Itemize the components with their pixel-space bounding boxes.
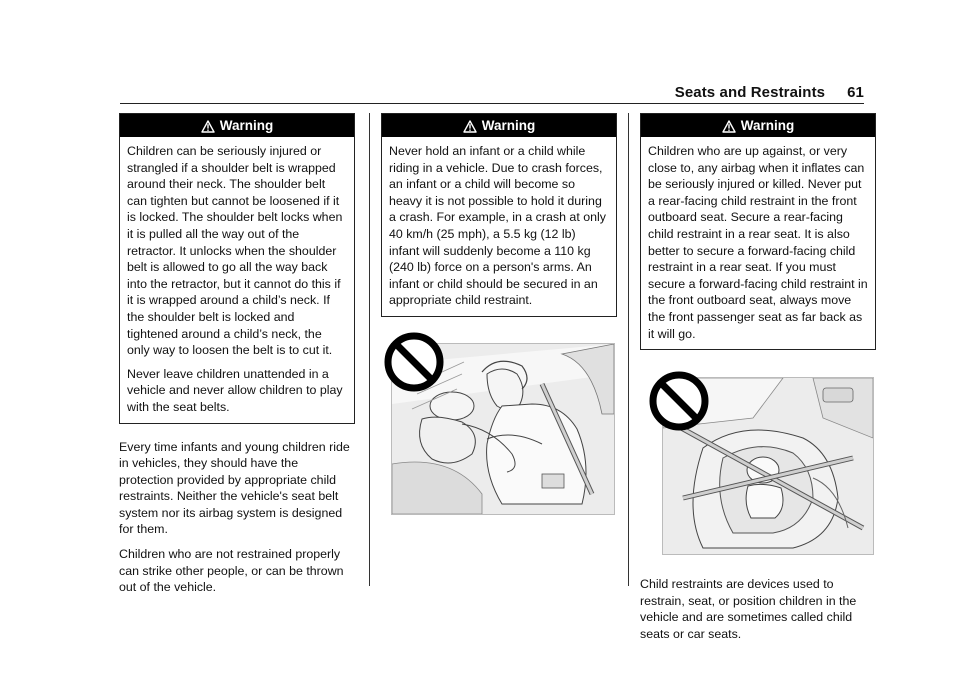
warning-header xyxy=(382,114,616,137)
illustration-child-seat xyxy=(640,370,876,558)
prohibition-icon xyxy=(648,370,710,432)
section-title: Seats and Restraints xyxy=(674,84,826,101)
body-paragraph: Child restraints are devices used to restrain, seat, or position children in the vehicle and are sometimes called child seats or car seats. xyxy=(640,577,857,641)
warning-title: Warning xyxy=(481,118,536,133)
column-3 xyxy=(640,113,876,643)
column-1 xyxy=(119,113,355,596)
body-paragraph: Children who are not restrained properly can strike other people, or can be thrown out of the vehicle. xyxy=(119,547,344,595)
column-divider xyxy=(628,113,629,586)
warning-paragraph: Children who are up against, or very close to, any airbag when it inflates can be seriously injured or killed. Never put a rear-facing child restraint in the front outboard seat. Secure a rear-facing child restraint in a rear seat. It is also better to secure a forward-facing child restraint in a rear seat. If you must secure a forward-facing child restraint in the front outboard seat, always move the front passenger seat as far back as it will go. xyxy=(648,144,868,341)
warning-paragraph: Never hold an infant or a child while riding in a vehicle. Due to crash forces, an infant or a child will become so heavy it is not possible to hold it during a crash. For example, in a crash at only 40 km/h (25 mph), a 5.5 kg (12 lb) infant will suddenly become a 110 kg (240 lb) force on a person's arms. An infant or child should be secured in an appropriate child restraint. xyxy=(389,144,606,308)
warning-title: Warning xyxy=(219,118,274,133)
warning-triangle-icon xyxy=(722,120,736,133)
column-2 xyxy=(381,113,617,515)
warning-paragraph: Children can be seriously injured or strangled if a shoulder belt is wrapped around their neck. The shoulder belt can tighten but cannot be loosened if it is locked. The shoulder belt locks when it is pulled all the way out of the retractor. It unlocks when the shoulder belt is allowed to go all the way back into the retractor, but it cannot do this if it is wrapped around a child’s neck. If the shoulder belt is locked and tightened around a child’s neck, the only way to loosen the belt is to cut it. xyxy=(127,144,343,358)
page-number: 61 xyxy=(847,84,864,101)
body-paragraph: Every time infants and young children ride in vehicles, they should have the protection provided by appropriate child restraints. Neither the vehicle's seat belt system nor its airbag system is designed for them. xyxy=(119,439,350,537)
warning-box-airbag xyxy=(640,113,876,350)
warning-triangle-icon xyxy=(201,120,215,133)
warning-paragraph: Never leave children unattended in a vehicle and never allow children to play with the seat belts. xyxy=(127,366,343,414)
column-divider xyxy=(369,113,370,586)
page-header xyxy=(120,84,864,101)
warning-body xyxy=(382,137,616,316)
warning-box-holding-infant xyxy=(381,113,617,317)
illustration-holding-infant xyxy=(381,331,617,515)
warning-header xyxy=(120,114,354,137)
warning-header xyxy=(641,114,875,137)
warning-body xyxy=(120,137,354,423)
prohibition-icon xyxy=(383,331,445,393)
warning-box-neck-strangle xyxy=(119,113,355,424)
warning-title: Warning xyxy=(740,118,795,133)
header-rule xyxy=(120,103,864,104)
warning-triangle-icon xyxy=(463,120,477,133)
warning-body xyxy=(641,137,875,349)
